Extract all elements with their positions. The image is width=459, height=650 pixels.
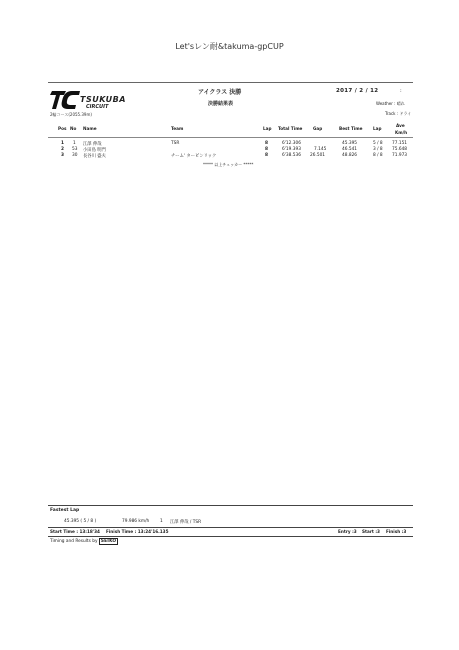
entry-count: Entry :3 xyxy=(338,529,357,534)
weather: Weather : 晴れ xyxy=(376,101,405,106)
row3-best: 48.826 xyxy=(342,153,358,158)
fastest-lap-time: 45.395 ( 5 / 8 ) xyxy=(64,519,97,524)
result-subtitle: 決勝結果表 xyxy=(208,101,234,107)
row1-ave: 77.151 xyxy=(392,141,408,146)
logo-text-main: TSUKUBA xyxy=(80,95,126,104)
tsukuba-logo xyxy=(50,87,140,113)
row2-pos: 2 xyxy=(61,147,64,152)
row2-ave: 75.648 xyxy=(392,147,408,152)
row3-lap: 8 xyxy=(265,153,268,158)
col-lap: Lap xyxy=(263,126,272,131)
header-rule xyxy=(48,137,413,138)
top-rule xyxy=(48,82,413,83)
col-no: No xyxy=(70,126,77,131)
col-ave: Ave xyxy=(396,123,405,128)
row2-gap: 7.145 xyxy=(314,147,327,152)
row1-name: 江澤 伸哉 xyxy=(83,142,102,147)
row3-ave: 71.973 xyxy=(392,153,408,158)
row1-no: 1 xyxy=(73,141,76,146)
row2-no: 53 xyxy=(72,147,78,152)
seiko-logo: SEIKO xyxy=(100,539,117,544)
row3-no: 30 xyxy=(72,153,78,158)
row1-pos: 1 xyxy=(61,141,64,146)
track-condition: Track : ドライ xyxy=(385,111,412,116)
row1-total: 6'12.306 xyxy=(282,141,301,146)
row3-pos: 3 xyxy=(61,153,64,158)
row2-lap: 8 xyxy=(265,147,268,152)
fastest-lap-no: 1 xyxy=(160,519,163,524)
timing-credit xyxy=(50,539,118,544)
col-gap: Gap xyxy=(313,126,323,131)
row1-lap: 8 xyxy=(265,141,268,146)
race-date: 2017 / 2 / 12 xyxy=(336,88,379,94)
col-pos: Pos xyxy=(58,126,67,131)
logo-text-sub: CIRCUIT xyxy=(86,104,109,110)
finish-count: Finish :3 xyxy=(386,529,407,534)
footer-rule xyxy=(48,536,413,537)
col-best-time: Best Time xyxy=(339,126,363,131)
row3-team: チーム' タービンリック xyxy=(171,154,217,159)
timing-credit-text: Timing and Results by xyxy=(50,539,98,544)
fastest-lap-bottom-rule xyxy=(48,527,413,528)
fastest-lap-label: Fastest Lap xyxy=(50,508,80,513)
document-title: Let'sレン耐&takuma-gpCUP xyxy=(175,42,284,51)
row2-best: 46.541 xyxy=(342,147,358,152)
row2-name: 小田島 明門 xyxy=(83,148,106,153)
row2-total: 6'19.393 xyxy=(282,147,301,152)
col-best-lap: Lap xyxy=(373,126,382,131)
start-count: Start :3 xyxy=(362,529,380,534)
fastest-lap-top-rule xyxy=(48,505,413,506)
row1-best: 45.395 xyxy=(342,141,358,146)
col-name: Name xyxy=(83,126,97,131)
results-sheet xyxy=(48,82,413,544)
row3-name: 長谷川 盛夫 xyxy=(83,154,106,159)
row3-best-lap: 8 / 8 xyxy=(373,153,383,158)
row3-total: 6'38.536 xyxy=(282,153,301,158)
fastest-lap-name: 江澤 伸哉 / TSR xyxy=(170,520,202,525)
col-total-time: Total Time xyxy=(278,126,303,131)
row1-best-lap: 5 / 8 xyxy=(373,141,383,146)
row1-team: TSR xyxy=(171,141,180,146)
start-time: Start Time : 13:18'34 xyxy=(50,529,100,534)
row3-gap: 26.501 xyxy=(310,153,326,158)
date-colon: : xyxy=(400,88,402,94)
col-team: Team xyxy=(171,126,184,131)
fastest-lap-speed: 79.986 km/h xyxy=(122,519,150,524)
course-info: 2輪コース(2055.39m) xyxy=(50,112,92,117)
col-kmh: Km/h xyxy=(395,130,408,135)
row2-best-lap: 3 / 8 xyxy=(373,147,383,152)
finish-time: Finish Time : 13:24'16.135 xyxy=(106,529,169,534)
checker-note: ***** 以上チェッカー ***** xyxy=(203,162,254,167)
race-class: アイクラス 決勝 xyxy=(198,89,242,96)
